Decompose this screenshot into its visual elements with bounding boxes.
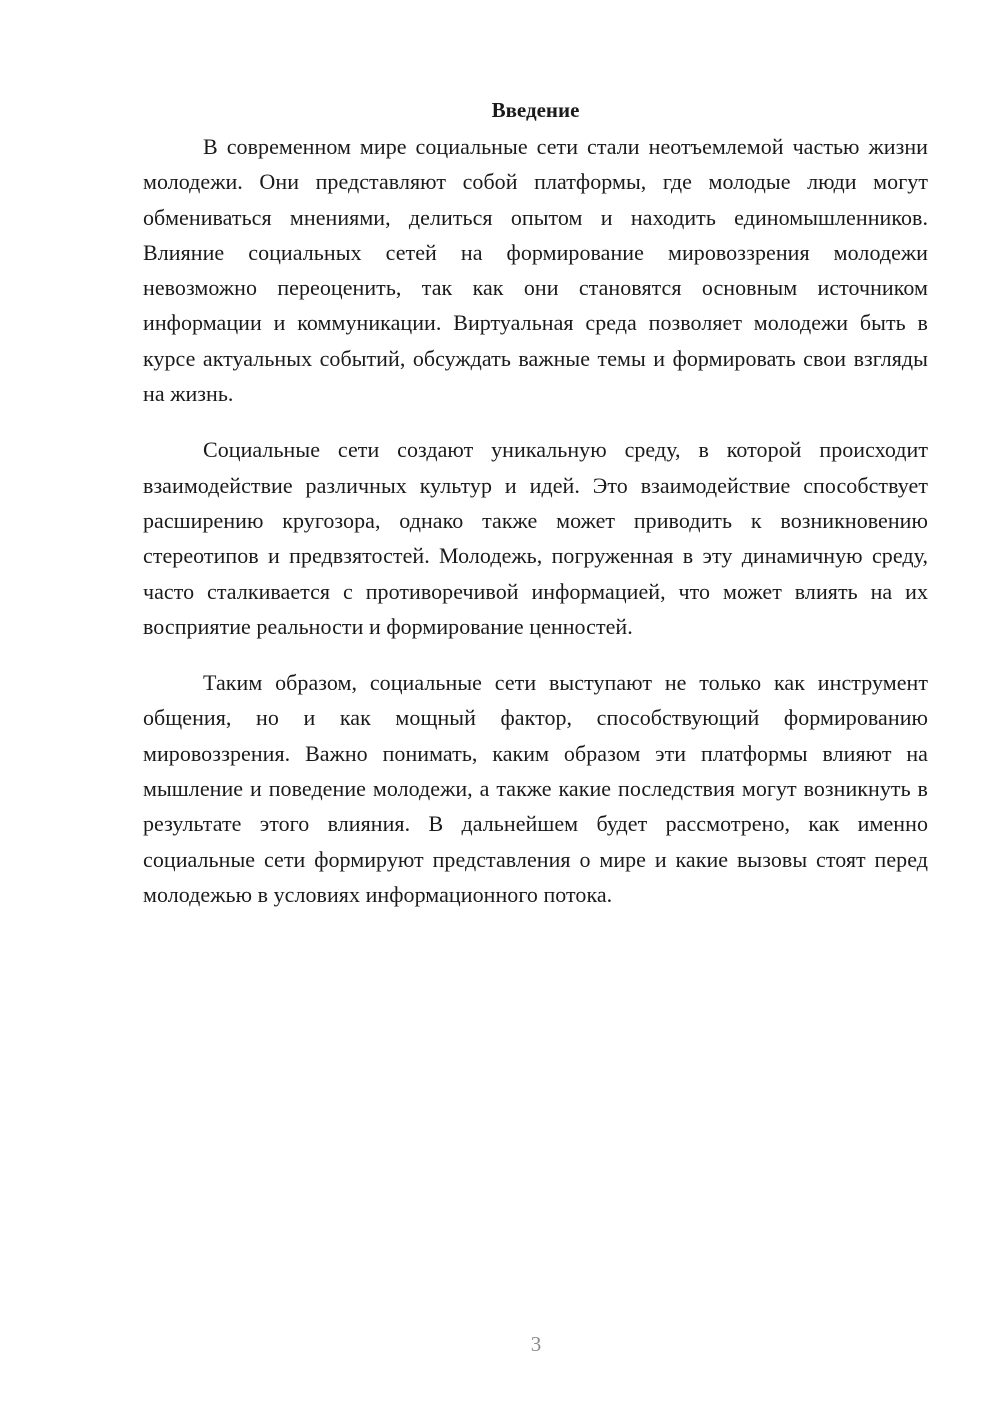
- page-content: [143, 93, 928, 933]
- section-heading: Введение: [491, 98, 580, 122]
- page-number: 3: [530, 1332, 542, 1356]
- paragraph-3: Таким образом, социальные сети выступают не только как инструмент общения, но и как мощный фактор, способствующий формированию мировоззрения. Важно понимать, каким образом эти платформы влияют на мышление и поведение молодежи, а также какие последствия могут возникнуть в результате этого влияния. В дальнейшем будет рассмотрено, как именно социальные сети формируют представления о мире и какие вызовы стоят перед молодежью в условиях информационного потока.: [143, 670, 928, 907]
- paragraph-2: Социальные сети создают уникальную среду, в которой происходит взаимодействие различных культур и идей. Это взаимодействие способствует расширению кругозора, однако также может приводить к возникновению стереотипов и предвзятостей. Молодежь, погруженная в эту динамичную среду, часто сталкивается с противоречивой информацией, что может влиять на их восприятие реальности и формирование ценностей.: [143, 437, 928, 639]
- paragraph-1: В современном мире социальные сети стали неотъемлемой частью жизни молодежи. Они представляют собой платформы, где молодые люди могут обмениваться мнениями, делиться опытом и находить единомышленников. Влияние социальных сетей на формирование мировоззрения молодежи невозможно переоценить, так как они становятся основным источником информации и коммуникации. Виртуальная среда позволяет молодежи быть в курсе актуальных событий, обсуждать важные темы и формировать свои взгляды на жизнь.: [143, 134, 928, 407]
